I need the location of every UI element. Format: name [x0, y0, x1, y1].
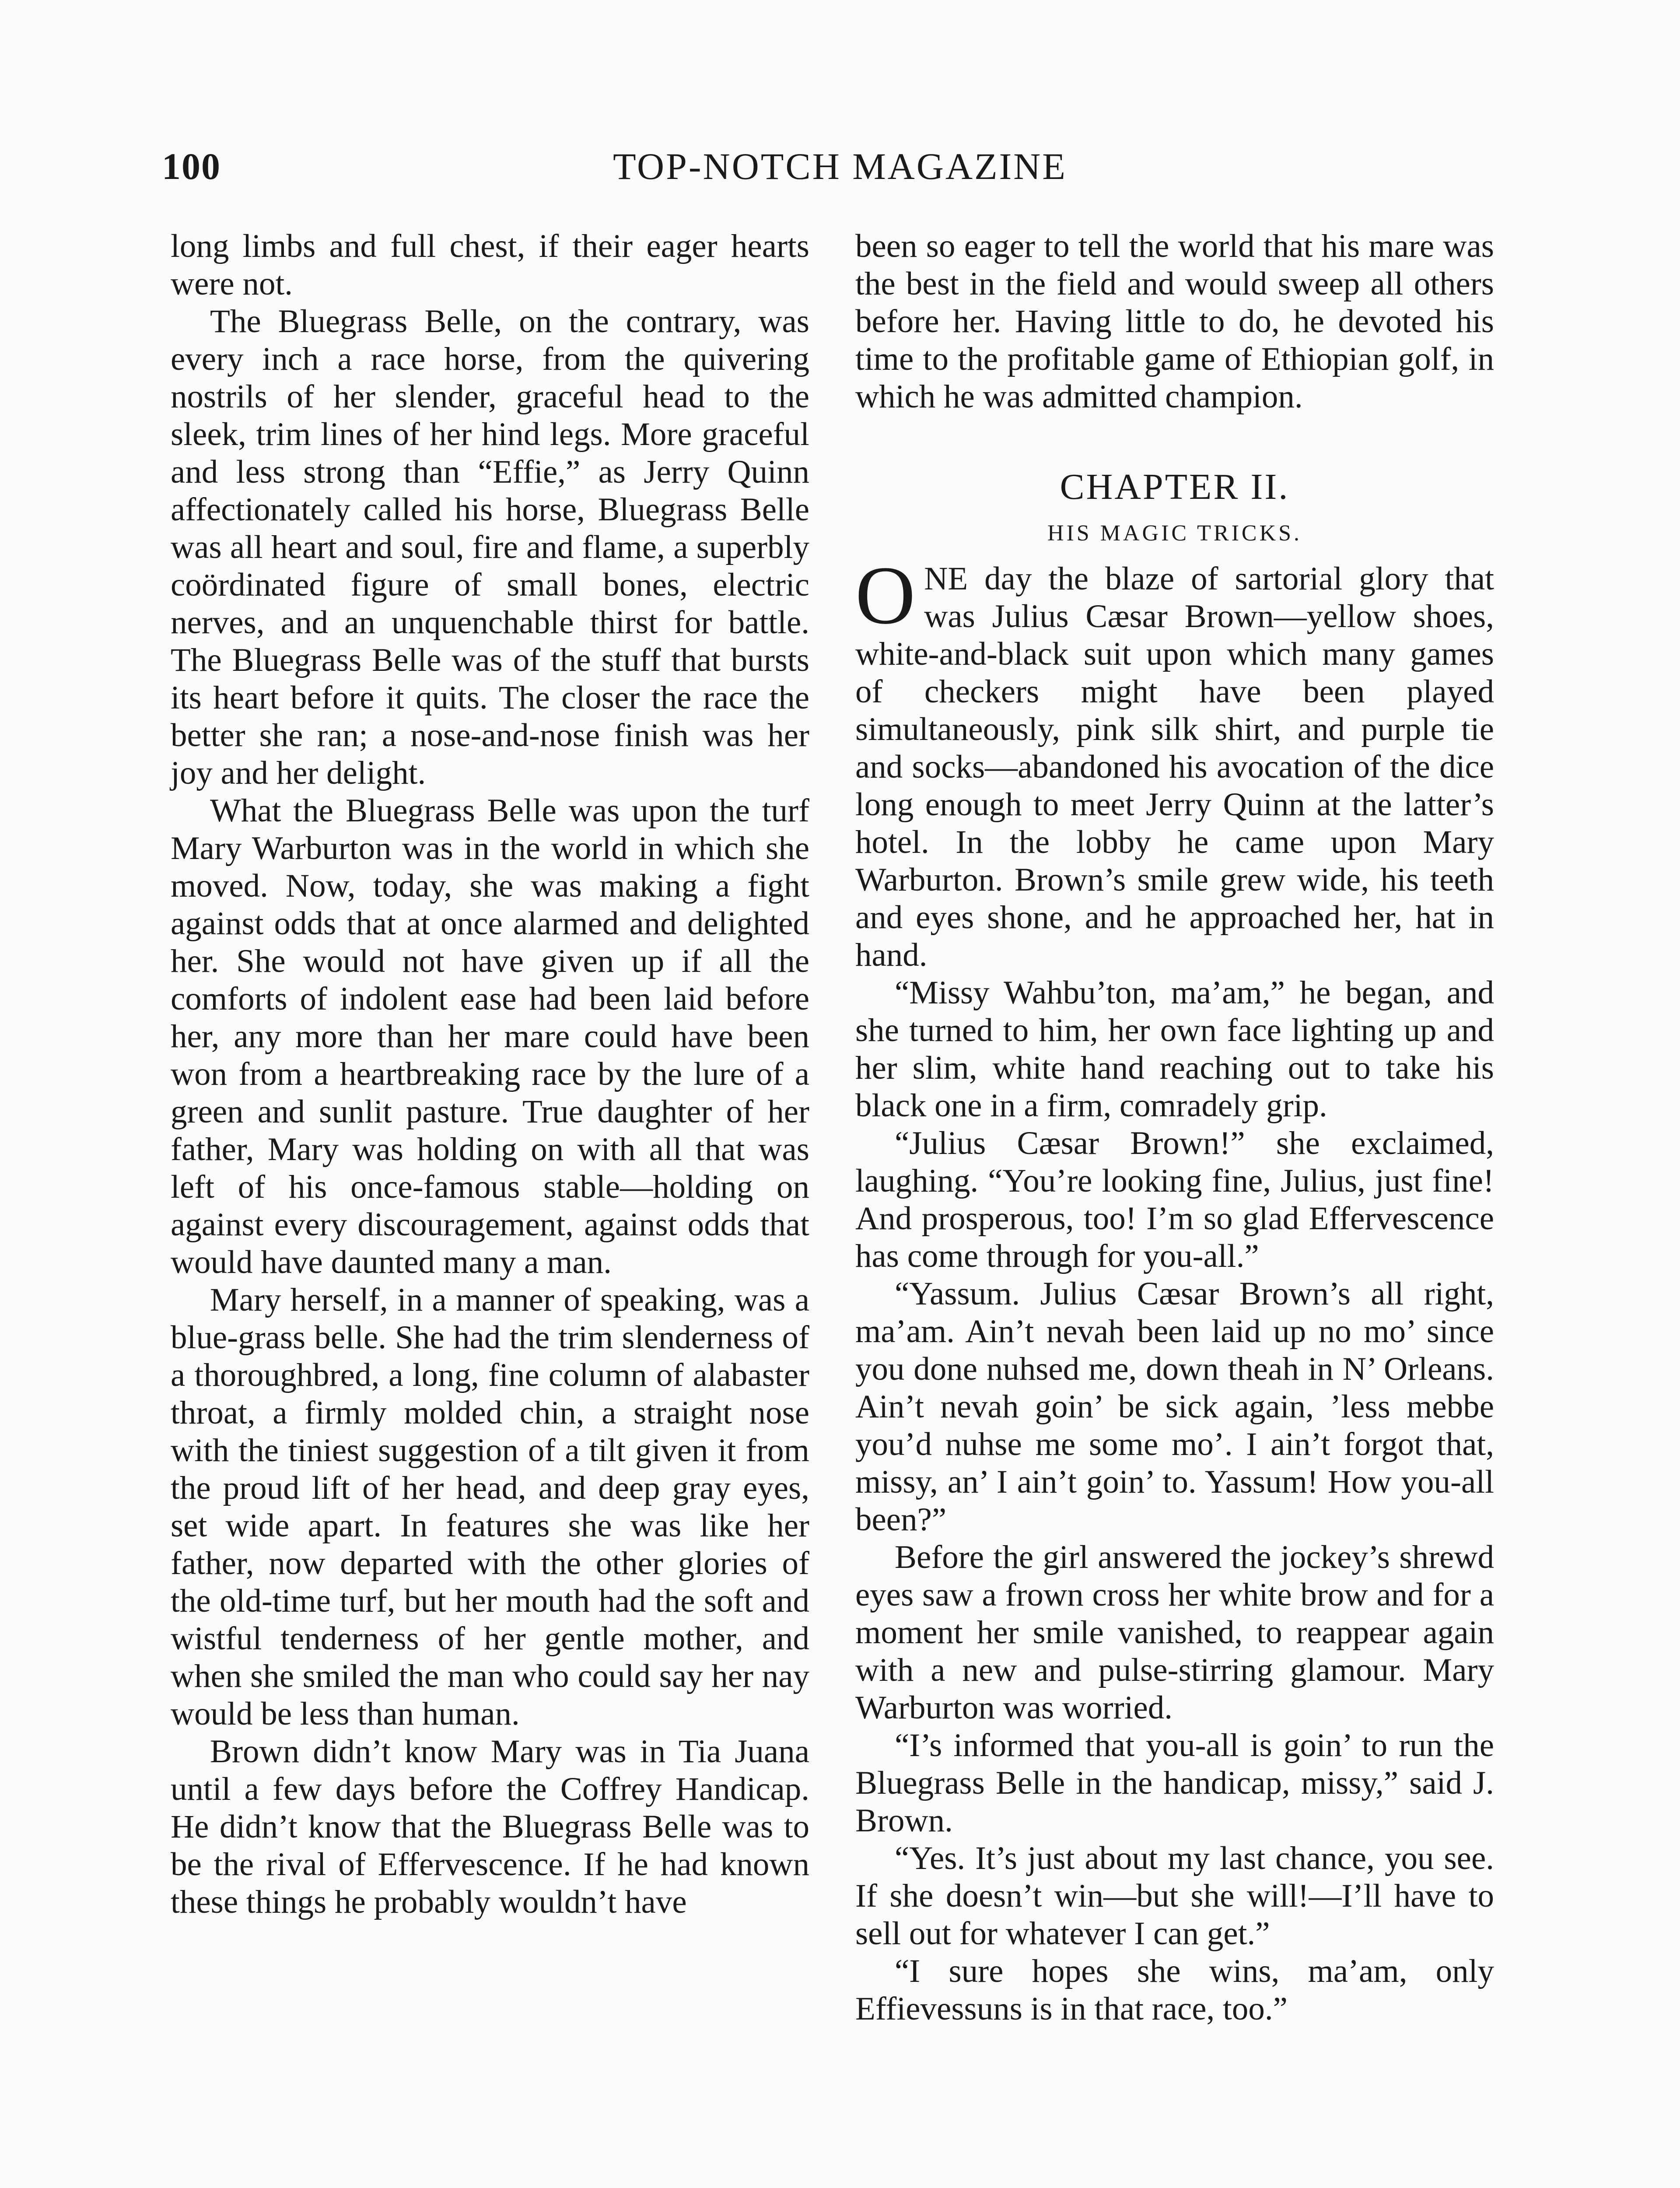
left-column — [171, 228, 809, 1921]
paragraph: Before the girl answered the jockey’s shrewd eyes saw a frown cross her white brow and for a moment her smile vanished, to reappear again with a new and pulse-stirring glamour. Mary Warburton was worried. — [855, 1539, 1494, 1726]
paragraph: “Missy Wahbu’ton, ma’am,” he began, and she turned to him, her own face lighting up and her slim, white hand reaching out to take his black one in a firm, comradely grip. — [855, 975, 1494, 1124]
magazine-title: TOP-NOTCH MAGAZINE — [613, 145, 1067, 187]
chapter-opening-paragraph — [855, 550, 1494, 974]
paragraph: “Julius Cæsar Brown!” she exclaimed, laughing. “You’re looking fine, Julius, just fine! And prosperous, too! I’m so glad Effervescence has come through for you-all.” — [855, 1125, 1494, 1274]
paragraph: been so eager to tell the world that his mare was the best in the field and would sweep all others before her. Having little to do, he devoted his time to the profitable game of Ethiopian golf, in which he was admitted champion. — [855, 228, 1494, 415]
paragraph: long limbs and full chest, if their eager hearts were not. — [171, 228, 809, 302]
paragraph: “I sure hopes she wins, ma’am, only Effievessuns is in that race, too.” — [855, 1953, 1494, 2027]
right-column — [855, 228, 1494, 2028]
page-header — [162, 144, 1518, 201]
paragraph: Mary herself, in a manner of speaking, was a blue-grass belle. She had the trim slenderness of a thoroughbred, a long, fine column of alabaster throat, a firmly molded chin, a straight nose with the tiniest suggestion of a tilt given it from the proud lift of her head, and deep gray eyes, set wide apart. In features she was like her father, now departed with the other glories of the old-time turf, but her mouth had the soft and wistful tenderness of her gentle mother, and when she smiled the man who could say her nay would be less than human. — [171, 1282, 809, 1732]
paragraph: “Yassum. Julius Cæsar Brown’s all right, ma’am. Ain’t nevah been laid up no mo’ since you done nuhsed me, down theah in N’ Orleans. Ain’t nevah goin’ be sick again, ’less mebbe you’d nuhse me some mo’. I ain’t forgot that, missy, an’ I ain’t goin’ to. Yassum! How you-all been?” — [855, 1276, 1494, 1538]
paragraph: What the Bluegrass Belle was upon the turf Mary Warburton was in the world in which she moved. Now, today, she was making a fight against odds that at once alarmed and delighted her. She would not have given up if all the comforts of indolent ease had been laid before her, any more than her mare could have been won from a heartbreaking race by the lure of a green and sunlit pasture. True daughter of her father, Mary was holding on with all that was left of his once-famous stable—holding on against every discouragement, against odds that would have daunted many a man. — [171, 792, 809, 1280]
drop-cap: O — [855, 550, 916, 642]
chapter-subtitle: HIS MAGIC TRICKS. — [1047, 521, 1302, 546]
page-number: 100 — [162, 145, 221, 187]
paragraph: Brown didn’t know Mary was in Tia Juana until a few days before the Coffrey Handicap. He didn’t know that the Bluegrass Belle was to be the rival of Effervescence. If he had known these things he probably wouldn’t have — [171, 1733, 809, 1920]
paragraph: “I’s informed that you-all is goin’ to run the Bluegrass Belle in the handicap, missy,” said J. Brown. — [855, 1727, 1494, 1839]
paragraph: “Yes. It’s just about my last chance, you see. If she doesn’t win—but she will!—I’ll have to sell out for whatever I can get.” — [855, 1840, 1494, 1952]
paragraph: The Bluegrass Belle, on the contrary, was every inch a race horse, from the quivering nostrils of her slender, graceful head to the sleek, trim lines of her hind legs. More graceful and less strong than “Effie,” as Jerry Quinn affectionately called his horse, Bluegrass Belle was all heart and soul, fire and flame, a superbly coördinated figure of small bones, electric nerves, and an unquenchable thirst for battle. The Bluegrass Belle was of the stuff that bursts its heart before it quits. The closer the race the better she ran; a nose-and-nose finish was her joy and her delight. — [171, 303, 809, 791]
chapter-title: CHAPTER II. — [1060, 466, 1290, 507]
opening-text: NE day the blaze of sartorial glory that was Julius Cæsar Brown—yellow shoes, white-and-black suit upon which many games of checkers might have been played simultaneously, pink silk shirt, and purple tie and socks—abandoned his avocation of the dice long enough to meet Jerry Quinn at the latter’s hotel. In the lobby he came upon Mary Warburton. Brown’s smile grew wide, his teeth and eyes shone, and he approached her, hat in hand. — [855, 561, 1494, 973]
